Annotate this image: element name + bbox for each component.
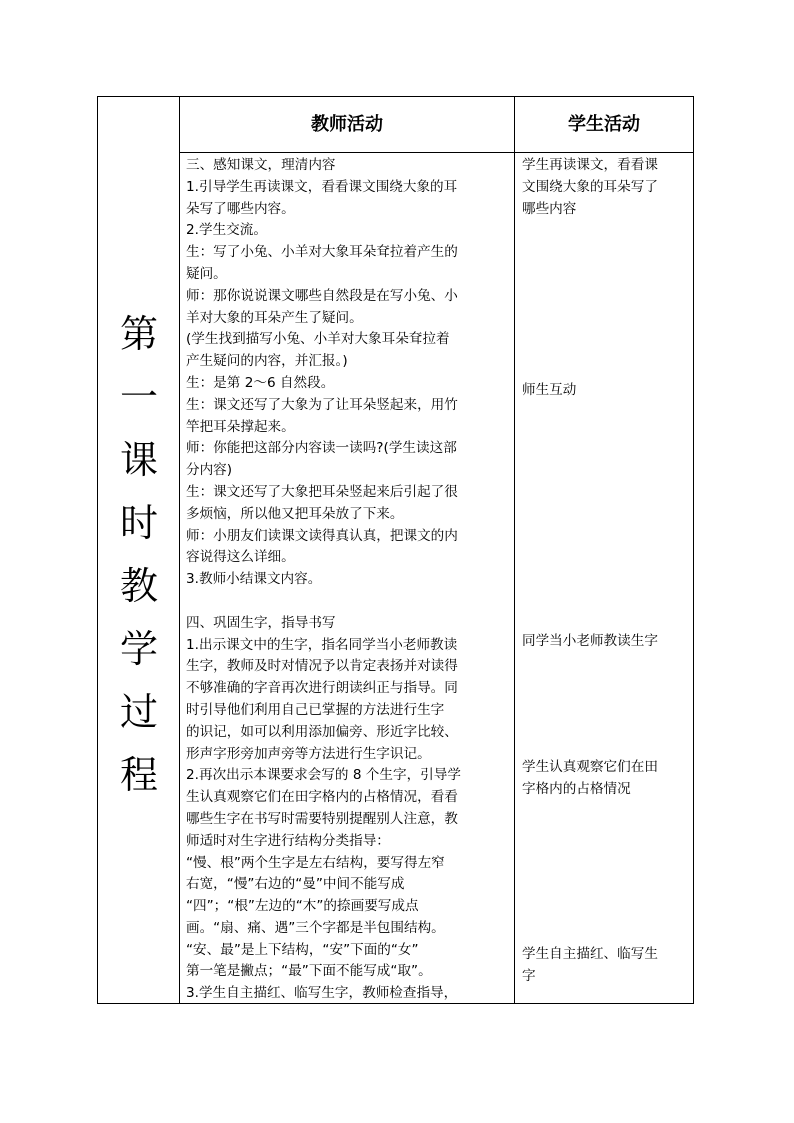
lesson-plan-table	[97, 96, 694, 1004]
teacher-line: 朵写了哪些内容。	[186, 200, 295, 217]
teacher-line: 时引导他们利用自己已掌握的方法进行生字	[186, 701, 445, 718]
teacher-line: 产生疑问的内容，并汇报。)	[186, 353, 348, 370]
side-label-column	[98, 97, 180, 1003]
teacher-line: 2.学生交流。	[186, 222, 267, 239]
student-line: 学生再读课文，看看课	[522, 157, 658, 173]
teacher-line: 右宽，“慢”右边的“曼”中间不能写成	[186, 876, 405, 893]
teacher-line: 生字，教师及时对情况予以肯定表扬并对读得	[186, 658, 458, 675]
student-activity-header: 学生活动	[568, 114, 640, 135]
teacher-line: 1.引导学生再读课文，看看课文围绕大象的耳	[186, 178, 458, 195]
teacher-line: 四、巩固生字，指导书写	[186, 614, 336, 631]
teacher-activity-content	[186, 155, 516, 1005]
teacher-line: 竿把耳朵撑起来。	[186, 418, 295, 435]
teacher-line: “慢、根”两个生字是左右结构，要写得左窄	[186, 854, 445, 871]
side-label-char: 程	[119, 753, 158, 797]
teacher-line: 分内容)	[186, 462, 233, 479]
teacher-line: 容说得这么详细。	[186, 549, 295, 566]
teacher-line: 生：课文还写了大象把耳朵竖起来后引起了很	[186, 483, 458, 500]
student-line: 同学当小老师教读生字	[522, 633, 658, 649]
side-label-char: 第	[119, 312, 158, 356]
side-label-char: 课	[119, 438, 158, 482]
teacher-line: 2.再次出示本课要求会写的 8 个生字，引导学	[186, 767, 461, 784]
teacher-line: 生：写了小兔、小羊对大象耳朵耷拉着产生的	[186, 244, 458, 261]
teacher-line: 形声字形旁加声旁等方法进行生字识记。	[186, 745, 431, 762]
student-activity-block	[522, 944, 690, 988]
student-activity-block	[522, 631, 690, 653]
teacher-line: 羊对大象的耳朵产生了疑问。	[186, 309, 363, 326]
teacher-line	[186, 591, 516, 613]
student-activity-block	[522, 380, 690, 402]
teacher-line: 师适时对生字进行结构分类指导：	[186, 832, 390, 849]
student-line: 字格内的占格情况	[522, 780, 631, 797]
teacher-line: (学生找到描写小兔、小羊对大象耳朵耷拉着	[186, 331, 450, 348]
student-line: 学生认真观察它们在田	[522, 759, 658, 775]
teacher-line: 三、感知课文，理清内容	[186, 157, 336, 173]
teacher-line: 3.学生自主描红、临写生字，教师检查指导，	[186, 985, 458, 1002]
teacher-line: 师：你能把这部分内容读一读吗?(学生读这部	[186, 440, 457, 457]
teacher-line: “安、最”是上下结构，“安”下面的“女”	[186, 941, 419, 958]
teacher-line: 疑问。	[186, 265, 227, 282]
teacher-line: 的识记，如可以利用添加偏旁、形近字比较、	[186, 723, 458, 740]
teacher-line: 1.出示课文中的生字，指名同学当小老师教读	[186, 636, 458, 653]
student-activity-block	[522, 757, 690, 801]
student-line: 哪些内容	[522, 200, 577, 217]
teacher-line: 生：课文还写了大象为了让耳朵竖起来，用竹	[186, 396, 458, 413]
teacher-line: 生认真观察它们在田字格内的占格情况，看看	[186, 789, 458, 806]
teacher-line: 哪些生字在书写时需要特别提醒别人注意，教	[186, 810, 458, 827]
side-label-char: 学	[119, 627, 158, 671]
teacher-line: 生：是第 2～6 自然段。	[186, 374, 335, 391]
side-label-char: 教	[119, 564, 158, 608]
student-line: 师生互动	[522, 382, 577, 398]
student-line: 字	[522, 967, 536, 984]
side-label-char: 一	[119, 375, 158, 419]
student-line: 学生自主描红、临写生	[522, 946, 658, 962]
student-activity-block	[522, 155, 690, 220]
side-label-char: 时	[119, 501, 158, 545]
teacher-line: 3.教师小结课文内容。	[186, 571, 322, 588]
teacher-activity-header: 教师活动	[311, 114, 383, 135]
teacher-line: 师：那你说说课文哪些自然段是在写小兔、小	[186, 287, 458, 304]
teacher-line: 师：小朋友们读课文读得真认真，把课文的内	[186, 527, 458, 544]
teacher-line: 不够准确的字音再次进行朗读纠正与指导。同	[186, 680, 458, 697]
student-line: 文围绕大象的耳朵写了	[522, 178, 658, 195]
teacher-line: “四”；“根”左边的“木”的捺画要写成点	[186, 898, 419, 915]
side-label-char: 过	[119, 690, 158, 734]
teacher-line: 多烦恼，所以他又把耳朵放了下来。	[186, 505, 404, 522]
teacher-line: 第一笔是撇点；“最”下面不能写成“取”。	[186, 963, 432, 980]
teacher-line: 画。“扇、痛、遇”三个字都是半包围结构。	[186, 919, 445, 936]
